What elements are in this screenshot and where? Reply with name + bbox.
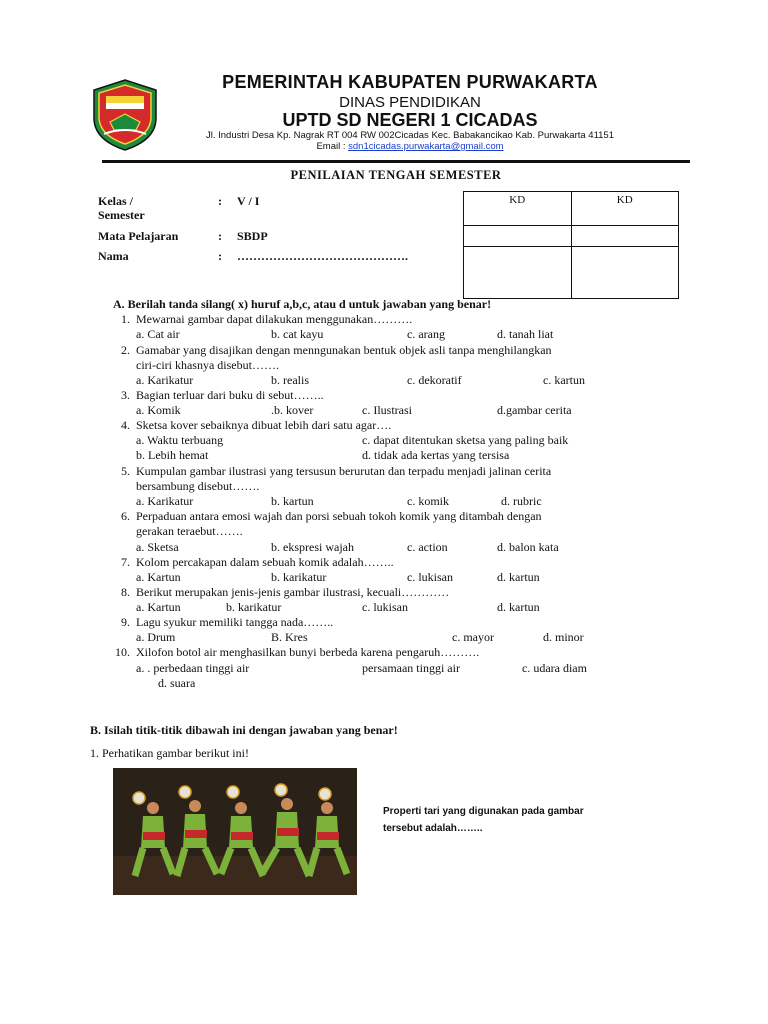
email-link[interactable]: sdn1cicadas.purwakarta@gmail.com: [348, 141, 504, 152]
option[interactable]: d. tidak ada kertas yang tersisa: [362, 448, 510, 462]
option[interactable]: a. Komik: [136, 403, 181, 417]
question-text: Bagian terluar dari buku di sebut……..: [136, 388, 324, 402]
kelas-value: V / I: [237, 194, 260, 208]
option[interactable]: a. Drum: [136, 630, 176, 644]
option[interactable]: d. minor: [543, 630, 584, 644]
section-b-title: B. Isilah titik-titik dibawah ini dengan jawaban yang benar!: [90, 723, 398, 737]
option[interactable]: B. Kres: [271, 630, 308, 644]
option[interactable]: a. Kartun: [136, 600, 181, 614]
option[interactable]: a. Karikatur: [136, 494, 194, 508]
option[interactable]: c. lukisan: [362, 600, 408, 614]
question-number: 7.: [121, 555, 130, 569]
kelas-colon: :: [218, 194, 222, 208]
option[interactable]: c. kartun: [543, 373, 585, 387]
kd-header-1: KD: [464, 192, 572, 226]
question-number: 3.: [121, 388, 130, 402]
question-text: Perpaduan antara emosi wajah dan porsi sebuah tokoh komik yang ditambah dengan: [136, 509, 542, 523]
mapel-value: SBDP: [237, 229, 268, 243]
mapel-colon: :: [218, 229, 222, 243]
kd-score-table: [463, 191, 679, 299]
email-label: Email :: [316, 141, 349, 152]
question-text: Lagu syukur memiliki tangga nada……..: [136, 615, 334, 629]
option[interactable]: d.gambar cerita: [497, 403, 572, 417]
option[interactable]: d. suara: [158, 676, 196, 690]
regency-logo: [92, 78, 158, 152]
question-number: 6.: [121, 509, 130, 523]
option[interactable]: b. realis: [271, 373, 309, 387]
kelas-label: Kelas /: [98, 194, 133, 208]
option[interactable]: b. Lebih hemat: [136, 448, 209, 462]
kd-header-2: KD: [571, 192, 679, 226]
kd-cell[interactable]: [464, 247, 572, 299]
dance-performance-photo: [113, 768, 357, 895]
question-text: Gamabar yang disajikan dengan menngunakan bentuk objek asli tanpa menghilangkan: [136, 343, 552, 357]
question-text: Mewarnai gambar dapat dilakukan menggunakan……….: [136, 312, 413, 326]
semester-label: Semester: [98, 208, 145, 222]
option[interactable]: d. kartun: [497, 600, 540, 614]
question-text: Sketsa kover sebaiknya dibuat lebih dari satu agar….: [136, 418, 392, 432]
question-number: 8.: [121, 585, 130, 599]
option[interactable]: c. Ilustrasi: [362, 403, 412, 417]
school-address: Jl. Industri Desa Kp. Nagrak RT 004 RW 002Cicadas Kec. Babakancikao Kab. Purwakarta 41151: [205, 130, 615, 141]
nama-colon: :: [218, 249, 222, 263]
option[interactable]: c. arang: [407, 327, 445, 341]
question-text: bersambung disebut…….: [136, 479, 260, 493]
option[interactable]: c. komik: [407, 494, 449, 508]
option[interactable]: a. Waktu terbuang: [136, 433, 224, 447]
option[interactable]: persamaan tinggi air: [362, 661, 460, 675]
question-text: Kolom percakapan dalam sebuah komik adalah……..: [136, 555, 394, 569]
question-text: Kumpulan gambar ilustrasi yang tersusun berurutan dan terpadu menjadi jalinan cerita: [136, 464, 552, 478]
kd-cell[interactable]: [571, 226, 679, 247]
kd-cell[interactable]: [464, 226, 572, 247]
option[interactable]: c. action: [407, 540, 448, 554]
option[interactable]: c. dapat ditentukan sketsa yang paling baik: [362, 433, 569, 447]
question-number: 2.: [121, 343, 130, 357]
question-number: 5.: [121, 464, 130, 478]
option[interactable]: b. karikatur: [226, 600, 282, 614]
option[interactable]: a. Kartun: [136, 570, 181, 584]
option[interactable]: d. rubric: [501, 494, 542, 508]
kd-cell[interactable]: [571, 247, 679, 299]
nama-field[interactable]: …………………………………….: [237, 249, 408, 263]
option[interactable]: .b. kover: [271, 403, 314, 417]
school-name: UPTD SD NEGERI 1 CICADAS: [282, 110, 538, 130]
option[interactable]: d. tanah liat: [497, 327, 554, 341]
section-b-question-1: 1. Perhatikan gambar berikut ini!: [90, 746, 249, 760]
question-number: 1.: [121, 312, 130, 326]
question-text: gerakan teraebut…….: [136, 524, 243, 538]
gov-name: PEMERINTAH KABUPATEN PURWAKARTA: [222, 72, 598, 92]
question-number: 10.: [115, 645, 130, 659]
option[interactable]: b. cat kayu: [271, 327, 324, 341]
option[interactable]: c. mayor: [452, 630, 494, 644]
option[interactable]: a. Sketsa: [136, 540, 179, 554]
option[interactable]: b. kartun: [271, 494, 314, 508]
option[interactable]: b. ekspresi wajah: [271, 540, 354, 554]
question-number: 9.: [121, 615, 130, 629]
question-text: Berikut merupakan jenis-jenis gambar ilustrasi, kecuali…………: [136, 585, 450, 599]
question-text: ciri-ciri khasnya disebut…….: [136, 358, 279, 372]
exam-title: PENILAIAN TENGAH SEMESTER: [290, 168, 502, 182]
school-email-line: [165, 141, 655, 152]
option[interactable]: b. karikatur: [271, 570, 327, 584]
nama-label: Nama: [98, 249, 129, 263]
question-text: Xilofon botol air menghasilkan bunyi berbeda karena pengaruh……….: [136, 645, 480, 659]
header-rule: [102, 160, 690, 163]
photo-question-line-1: Properti tari yang digunakan pada gambar: [383, 806, 584, 817]
mapel-label: Mata Pelajaran: [98, 229, 179, 243]
photo-question: [383, 803, 584, 837]
option[interactable]: d. kartun: [497, 570, 540, 584]
option[interactable]: c. dekoratif: [407, 373, 462, 387]
option[interactable]: c. lukisan: [407, 570, 453, 584]
option[interactable]: a. Cat air: [136, 327, 180, 341]
option[interactable]: a. . perbedaan tinggi air: [136, 661, 250, 675]
department-name: DINAS PENDIDIKAN: [339, 94, 481, 111]
option[interactable]: d. balon kata: [497, 540, 559, 554]
section-a-title: A. Berilah tanda silang( x) huruf a,b,c, atau d untuk jawaban yang benar!: [113, 297, 492, 311]
option[interactable]: c. udara diam: [522, 661, 587, 675]
option[interactable]: a. Karikatur: [136, 373, 194, 387]
question-number: 4.: [121, 418, 130, 432]
photo-question-line-2: tersebut adalah……..: [383, 823, 483, 834]
